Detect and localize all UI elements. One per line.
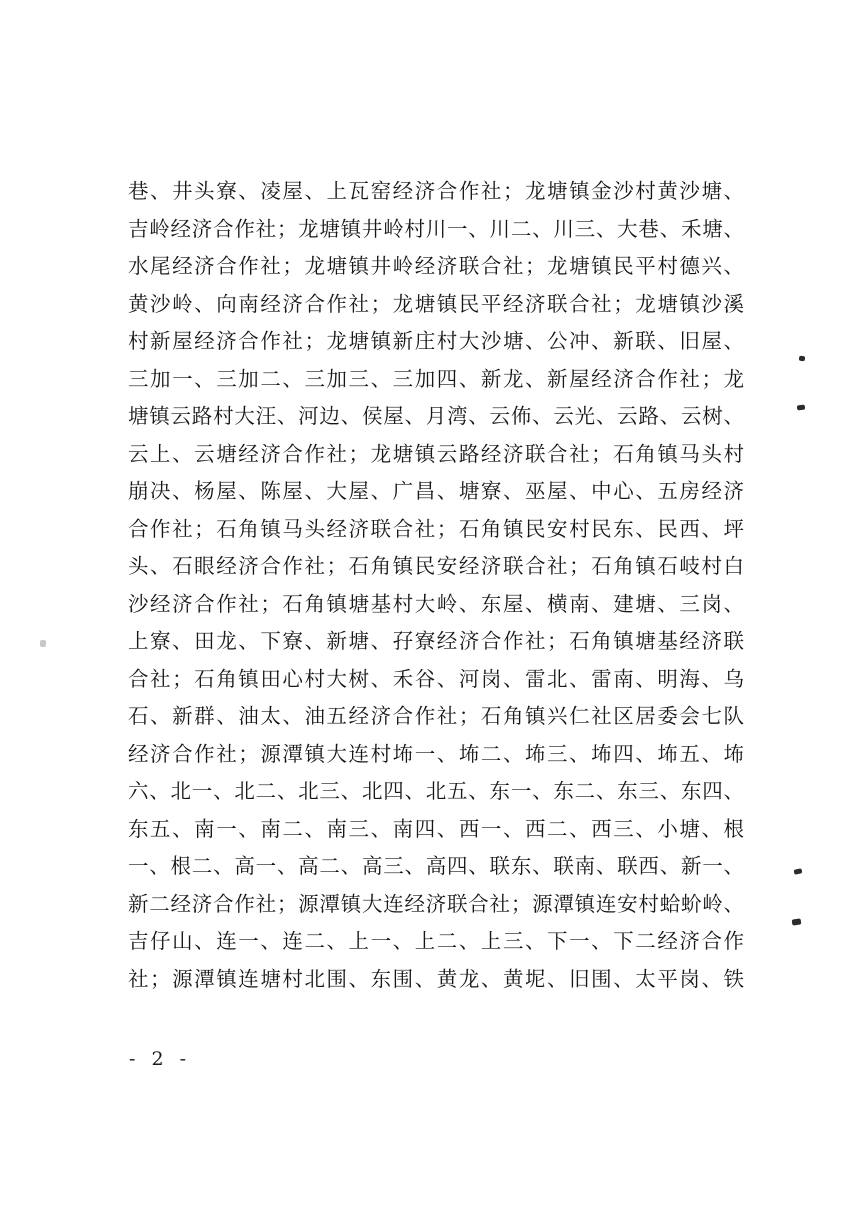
document-line: 水尾经济合作社；龙塘镇井岭经济联合社；龙塘镇民平村德兴、 — [128, 254, 744, 278]
document-line: 石、新群、油太、油五经济合作社；石角镇兴仁社区居委会七队 — [128, 704, 744, 728]
document-line: 巷、井头寮、凌屋、上瓦窑经济合作社；龙塘镇金沙村黄沙塘、 — [128, 179, 744, 203]
document-line: 黄沙岭、向南经济合作社；龙塘镇民平经济联合社；龙塘镇沙溪 — [128, 291, 744, 316]
document-line: 一、根二、高一、高二、高三、高四、联东、联南、联西、新一、 — [128, 854, 744, 878]
document-line: 头、石眼经济合作社；石角镇民安经济联合社；石角镇石岐村白 — [128, 554, 744, 578]
scan-speck — [799, 356, 806, 362]
document-line: 上寮、田龙、下寮、新塘、孖寮经济合作社；石角镇塘基经济联 — [128, 629, 744, 653]
scan-speck — [794, 868, 803, 875]
body-text — [128, 173, 744, 998]
document-line: 三加一、三加二、三加三、三加四、新龙、新屋经济合作社；龙 — [128, 366, 744, 391]
document-line: 沙经济合作社；石角镇塘基村大岭、东屋、横南、建塘、三岗、 — [128, 591, 744, 616]
document-line: 塘镇云路村大汪、河边、侯屋、月湾、云佈、云光、云路、云树、 — [128, 404, 744, 428]
document-line: 经济合作社；源潭镇大连村㘵一、㘵二、㘵三、㘵四、㘵五、㘵 — [128, 741, 744, 766]
scan-speck — [40, 640, 46, 647]
page-number: - 2 - — [129, 1048, 192, 1070]
document-line: 吉仔山、连一、连二、上一、上二、上三、下一、下二经济合作 — [128, 929, 744, 953]
document-line: 村新屋经济合作社；龙塘镇新庄村大沙塘、公冲、新联、旧屋、 — [128, 329, 744, 353]
document-line: 吉岭经济合作社；龙塘镇井岭村川一、川二、川三、大巷、禾塘、 — [128, 216, 744, 241]
document-line: 六、北一、北二、北三、北四、北五、东一、东二、东三、东四、 — [128, 779, 744, 803]
document-line: 合社；石角镇田心村大树、禾谷、河岗、雷北、雷南、明海、乌 — [128, 666, 744, 691]
document-line: 崩决、杨屋、陈屋、大屋、广昌、塘寮、巫屋、中心、五房经济 — [128, 479, 744, 503]
document-line: 新二经济合作社；源潭镇大连经济联合社；源潭镇连安村蛤蚧岭、 — [128, 891, 744, 916]
document-line: 合作社；石角镇马头经济联合社；石角镇民安村民东、民西、坪 — [128, 516, 744, 541]
scan-speck — [792, 918, 802, 925]
document-line: 东五、南一、南二、南三、南四、西一、西二、西三、小塘、根 — [128, 816, 744, 841]
scan-speck — [797, 405, 805, 411]
document-line: 社；源潭镇连塘村北围、东围、黄龙、黄坭、旧围、太平岗、铁 — [128, 966, 744, 991]
document-line: 云上、云塘经济合作社；龙塘镇云路经济联合社；石角镇马头村 — [128, 441, 744, 466]
